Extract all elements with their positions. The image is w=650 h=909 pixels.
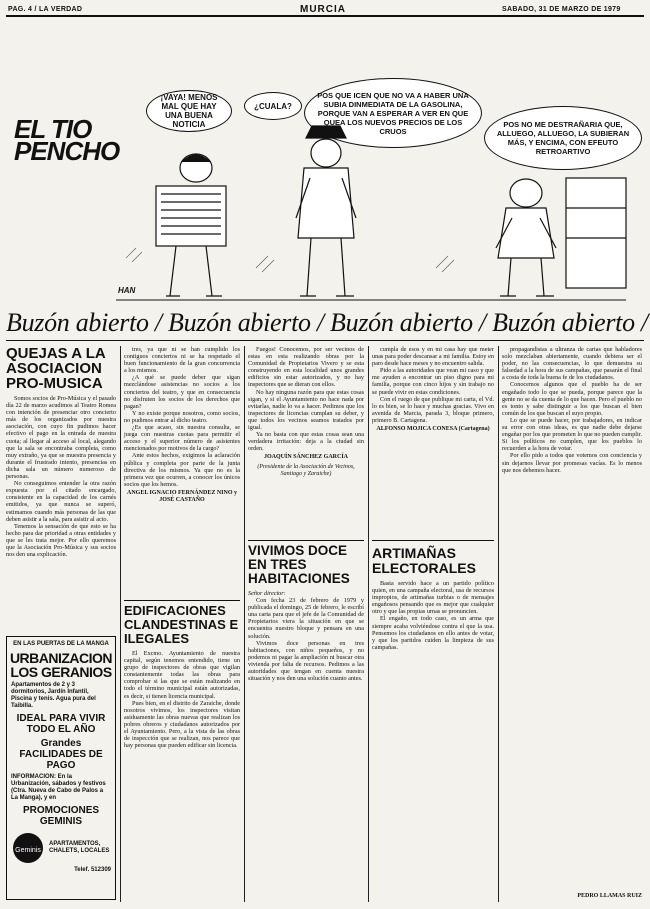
letter-paragraph: cumpla de esos y en mi casa hay que meter unas para poder descansar a mi familia. Estoy en paro desde hace meses y no encuentro salida. bbox=[372, 346, 494, 368]
edificaciones-paragraph: Pues bien, en el distrito de Zaraiche, donde nosotros vivimos, los inspectores visitan asiduamente las obras nuevas que realizan los pobres obreros y ciudadanos autorizados por el Ayuntamiento. Pero, a la vista de las obras de inspección que se realizan, nos parece que hay personas que pueden edificar sin licencia. bbox=[124, 699, 240, 750]
left-character-illustration bbox=[156, 154, 226, 296]
artimanas-headline: ARTIMAÑAS ELECTORALES bbox=[372, 545, 476, 576]
cartoon-title-line2: PENCHO bbox=[14, 136, 120, 166]
artimanas-paragraph: El engaño, en todo caso, es un arma que siempre acaba volviéndose contra el que la usa. Pensemos los ciudadanos en ello antes de votar, y que los partidos cuiden la limpieza de sus campañas. bbox=[372, 615, 494, 651]
geminis-logo-text: Geminis bbox=[15, 847, 41, 854]
vecinos-body bbox=[248, 590, 364, 682]
cartoon-signature: HAN bbox=[118, 286, 136, 295]
article-edificaciones bbox=[124, 604, 240, 902]
geminis-logo bbox=[11, 831, 45, 865]
quejas-cont-paragraph: ¿Es que acaso, sin nuestra consulta, se juega con nuestras cuotas para permitir el acceso y el superior número de asistentes mencionados por motivos de la cargo? bbox=[124, 424, 240, 453]
vecinos-paragraph: Con fecha 23 de febrero de 1979 y publicada el domingo, 25 de febrero, le escribí una carta para que el jefe de la Comunidad de Propietarios viera la situación en que se encuentra nuestro bloque y pensara en una solución. bbox=[248, 597, 364, 640]
quejas-cont-paragraph: tres, ya que ni se han cumplido los contiguos conciertos ni se ha respetado el buen funcionamiento de la gran concurrencia a los mismos. bbox=[124, 346, 240, 375]
middle-character-illustration bbox=[296, 126, 356, 296]
article-artimanas-continued bbox=[502, 346, 642, 892]
vecinos-paragraph: Vivimos doce personas en tres habitaciones, con niños pequeños, y no podemos ni pagar la ampliación ni buscar otra vivienda por falta de recursos. Pedimos a las autoridades que tengan en cuenta nuestra situación y nos den una solución cuanto antes. bbox=[248, 639, 364, 683]
vecinos-intro: Señor director: bbox=[248, 590, 286, 597]
quejas-cont-paragraph: Ante estos hechos, exigimos la aclaración pública y completa por parte de la junta directiva de los mismos. Ya que no es la primera vez que ocurren, a conocer los únicos socios que los hemos. bbox=[124, 452, 240, 488]
edificaciones-body bbox=[124, 650, 240, 749]
cartoon-title-line1: EL TIO bbox=[14, 114, 92, 144]
quejas-cont-paragraph: Y no existe porque nosotros, como socios, no pudimos entrar al dicho teatro. bbox=[124, 409, 240, 424]
artimanas-cont-paragraph: Lo que se puede hacer, por trabajadores, en indicar su error con otras ideas, es que nadie debe dejarse engañar por los que prometen lo que no pueden cumplir. Si los políticos no cumplen, que los pueblos lo recuerden a la hora de votar. bbox=[502, 416, 642, 453]
ad-name: URBANIZACION LOS GERANIOS bbox=[9, 650, 113, 680]
column-divider bbox=[244, 346, 245, 902]
right-character-illustration bbox=[496, 178, 626, 296]
ad-phone: Telef. 512309 bbox=[74, 867, 111, 873]
obras-paragraph: Ya no basta con que estas cosas sean una verdadera irritación: deja a la ciudad sin orden. bbox=[248, 431, 364, 453]
artimanas-signature: PEDRO LLAMAS RUIZ bbox=[577, 893, 642, 899]
ad-line1: EN LAS PUERTAS DE LA MANGA bbox=[13, 641, 109, 647]
advertisement-los-geranios bbox=[6, 636, 116, 900]
obras-signer: JOAQUÍN SÁNCHEZ GARCÍA bbox=[263, 454, 348, 461]
obras-paragraph: Fuegos! Conocemos, por ser vecinos de estas en esta realizando obras por la Comunidad de Propietarios Vivero y se esta construyendo en esta localidad unos grandes edificios sin estar autorizados, y no hay inspectores que se dieran con ellos. bbox=[248, 346, 364, 389]
ad-slogan: IDEAL PARA VIVIR TODO EL AÑO bbox=[16, 713, 106, 735]
speech-bubble-4: POS NO ME DESTRAÑARIA QUE, ALLUEGO, ALLUEGO, LA SUBIERAN MÁS, Y ENCIMA, CON EFEUTO RETROARTIVO bbox=[484, 106, 642, 170]
header-rule bbox=[6, 15, 644, 17]
quejas-body bbox=[6, 395, 116, 558]
article-quejas bbox=[6, 346, 116, 631]
ad-info: INFORMACION: En la Urbanización, sábados y festivos (Ctra. Nueva de Cabo de Palos a La Manga), y en bbox=[11, 774, 106, 801]
quejas-paragraph: Somos socios de Pro-Música y el pasado día 22 de marzo acudimos al Teatro Romea con intención de presenciar otro concierto más de los organizados por nuestra asociación, con cuyo fin pudimos hacer efectivo el pago en la entrada de nuestra cuota; al llegar al acceso al local, alegando que la sala se encontraba completa, como muy extraño, ya que se muestra presencia y durante el frustrado intento, presencias en dicha sala un número numeroso de personas. bbox=[6, 395, 116, 481]
date-label: SABADO, 31 DE MARZO DE 1979 bbox=[502, 6, 621, 13]
article-artimanas bbox=[372, 546, 494, 902]
artimanas-cont-paragraph: propagandistas a ultranza de cartas que habladores solo mezclaban abiertamente, cuando debiera ser el poder, no las consecuencias, lo que demuestra su falsedad a la hora de sus campañas, que pasarán el final a costa de toda la buena fe de los ciudadanos. bbox=[502, 346, 642, 382]
cartoon-drawing bbox=[6, 18, 644, 308]
region-label: MURCIA bbox=[300, 4, 346, 15]
vecinos-rule bbox=[248, 540, 364, 541]
column-divider bbox=[368, 346, 369, 902]
letter-paragraph: Con el ruego de que publique mi carta, el Vd. lo es bien, se lo hace y muchas gracias. Vivo en avenida de Marcia, parada 3, bloque primero, primero B. Cartagena. bbox=[372, 395, 494, 424]
speech-bubble-2: ¿CUALA? bbox=[244, 92, 302, 120]
artimanas-body bbox=[372, 580, 494, 651]
ad-financing: Grandes FACILIDADES DE PAGO bbox=[19, 738, 103, 771]
edificaciones-rule bbox=[124, 600, 240, 601]
article-letter-cartagena bbox=[372, 346, 494, 532]
page-section-label: PAG. 4 / LA VERDAD bbox=[8, 6, 83, 13]
quejas-signature: ANGEL IGNACIO FERNÁNDEZ NINO y JOSÉ CASTAÑO bbox=[126, 489, 237, 503]
letter-signature: ALFONSO MOJICA CONESA (Cartagena) bbox=[376, 426, 490, 433]
ad-offices: APARTAMENTOS, CHALETS, LOCALES bbox=[49, 841, 110, 854]
quejas-paragraph: Tenemos la sensación de que esto se ha hecho para dar prioridad a otras entidades y que se les trata mejor. Por ello queremos que la Asociación Pro-Música y sus socios nos den una explicación. bbox=[6, 522, 116, 559]
column-divider bbox=[120, 346, 121, 902]
article-vecinos bbox=[248, 544, 364, 902]
article-quejas-continued bbox=[124, 346, 240, 596]
artimanas-rule bbox=[372, 540, 494, 541]
artimanas-paragraph: Basta servido hace a un partido político quien, en una campaña electoral, usa de recursos impropios, de artimañas turbias o de mensajes engañosos pensando que es mejor que cualquier otro y que las propias urnas se pronuncien. bbox=[372, 580, 494, 616]
ad-details: Apartamentos de 2 y 3 dormitorios, Jardín Infantil, Piscina y tenis. Agua pura del Taibilla. bbox=[11, 682, 96, 709]
artimanas-cont-paragraph: Conocemos algunos que el pueblo ha de ser engañado todo lo que se pueda, porque parece que la gente no se da cuenta de lo que hacen. Pero el pueblo no es tonto y sabe distinguir a los que buscan el bien común de los que buscan el suyo propio. bbox=[502, 381, 642, 417]
section-banner: Buzón abierto / Buzón abierto / Buzón abierto / Buzón abierto / bbox=[6, 308, 648, 337]
speech-bubble-1: ¡VAYA! MENOS MAL QUE HAY UNA BUENA NOTICIA bbox=[146, 90, 232, 132]
obras-paragraph: No hay ninguna razón para que estas cosas sigan, y si el Ayuntamiento no hace nada por evitarlas, nadie lo va a hacer. Pedimos que los inspectores de licencias cumplan su deber, y que todos los vecinos seamos tratados por igual. bbox=[248, 388, 364, 432]
column-divider bbox=[498, 346, 499, 902]
obras-signature: (Presidente de la Asociación de Vecinos, Santiago y Zaraiche) bbox=[257, 463, 355, 477]
letter-paragraph: Pido a las autoridades que vean mi caso y que me ayuden a encontrar un piso digno para mi familia, porque con cinco hijos y sin trabajo no se puede vivir en estas condiciones. bbox=[372, 367, 494, 396]
banner-rule bbox=[6, 340, 644, 341]
speech-bubble-3: POS QUE ICEN QUE NO VA A HABER UNA SUBIA DINMEDIATA DE LA GASOLINA, PORQUE VAN A ESPERAR A VER EN QUE QUEA LOS NUEVOS PRECIOS DE LOS CRUOS bbox=[304, 78, 482, 148]
ad-promoter: PROMOCIONES GEMINIS bbox=[22, 805, 100, 827]
edificaciones-paragraph: El Excmo. Ayuntamiento de nuestra capital, según tenemos entendido, tiene un grupo de inspectores de obras que vigilan constantemente todas las obras para comprobar si las que se están realizando en todo el término municipal están autorizadas, es decir, si tienen licencia municipal. bbox=[124, 650, 240, 700]
artimanas-cont-paragraph: Por ello pido a todos que votemos con conciencia y sin dejarnos llevar por promesas vacías. Es lo menos que nos debemos hacer. bbox=[502, 452, 642, 474]
article-obras bbox=[248, 346, 364, 536]
quejas-cont-paragraph: ¿A qué se puede deber que sigan mezclándose asistencias no socios a los conciertos del teatro, y que en consecuencia no disfruten los socios de los derechos que pagan? bbox=[124, 374, 240, 410]
vecinos-headline: VIVIMOS DOCE EN TRES HABITACIONES bbox=[248, 543, 350, 586]
quejas-headline: QUEJAS A LA ASOCIACION PRO-MUSICA bbox=[6, 345, 106, 392]
cartoon-strip bbox=[6, 18, 644, 308]
quejas-paragraph: No conseguimos entender la otra razón expuesta por el citado encargado, consistente en la capacidad de los carnés emitidos, ya que nunca se superó, estimamos cuando más personas de las que deben asistir a la sala, para asistir al acto. bbox=[6, 480, 116, 523]
edificaciones-headline: EDIFICACIONES CLANDESTINAS E ILEGALES bbox=[124, 603, 239, 646]
